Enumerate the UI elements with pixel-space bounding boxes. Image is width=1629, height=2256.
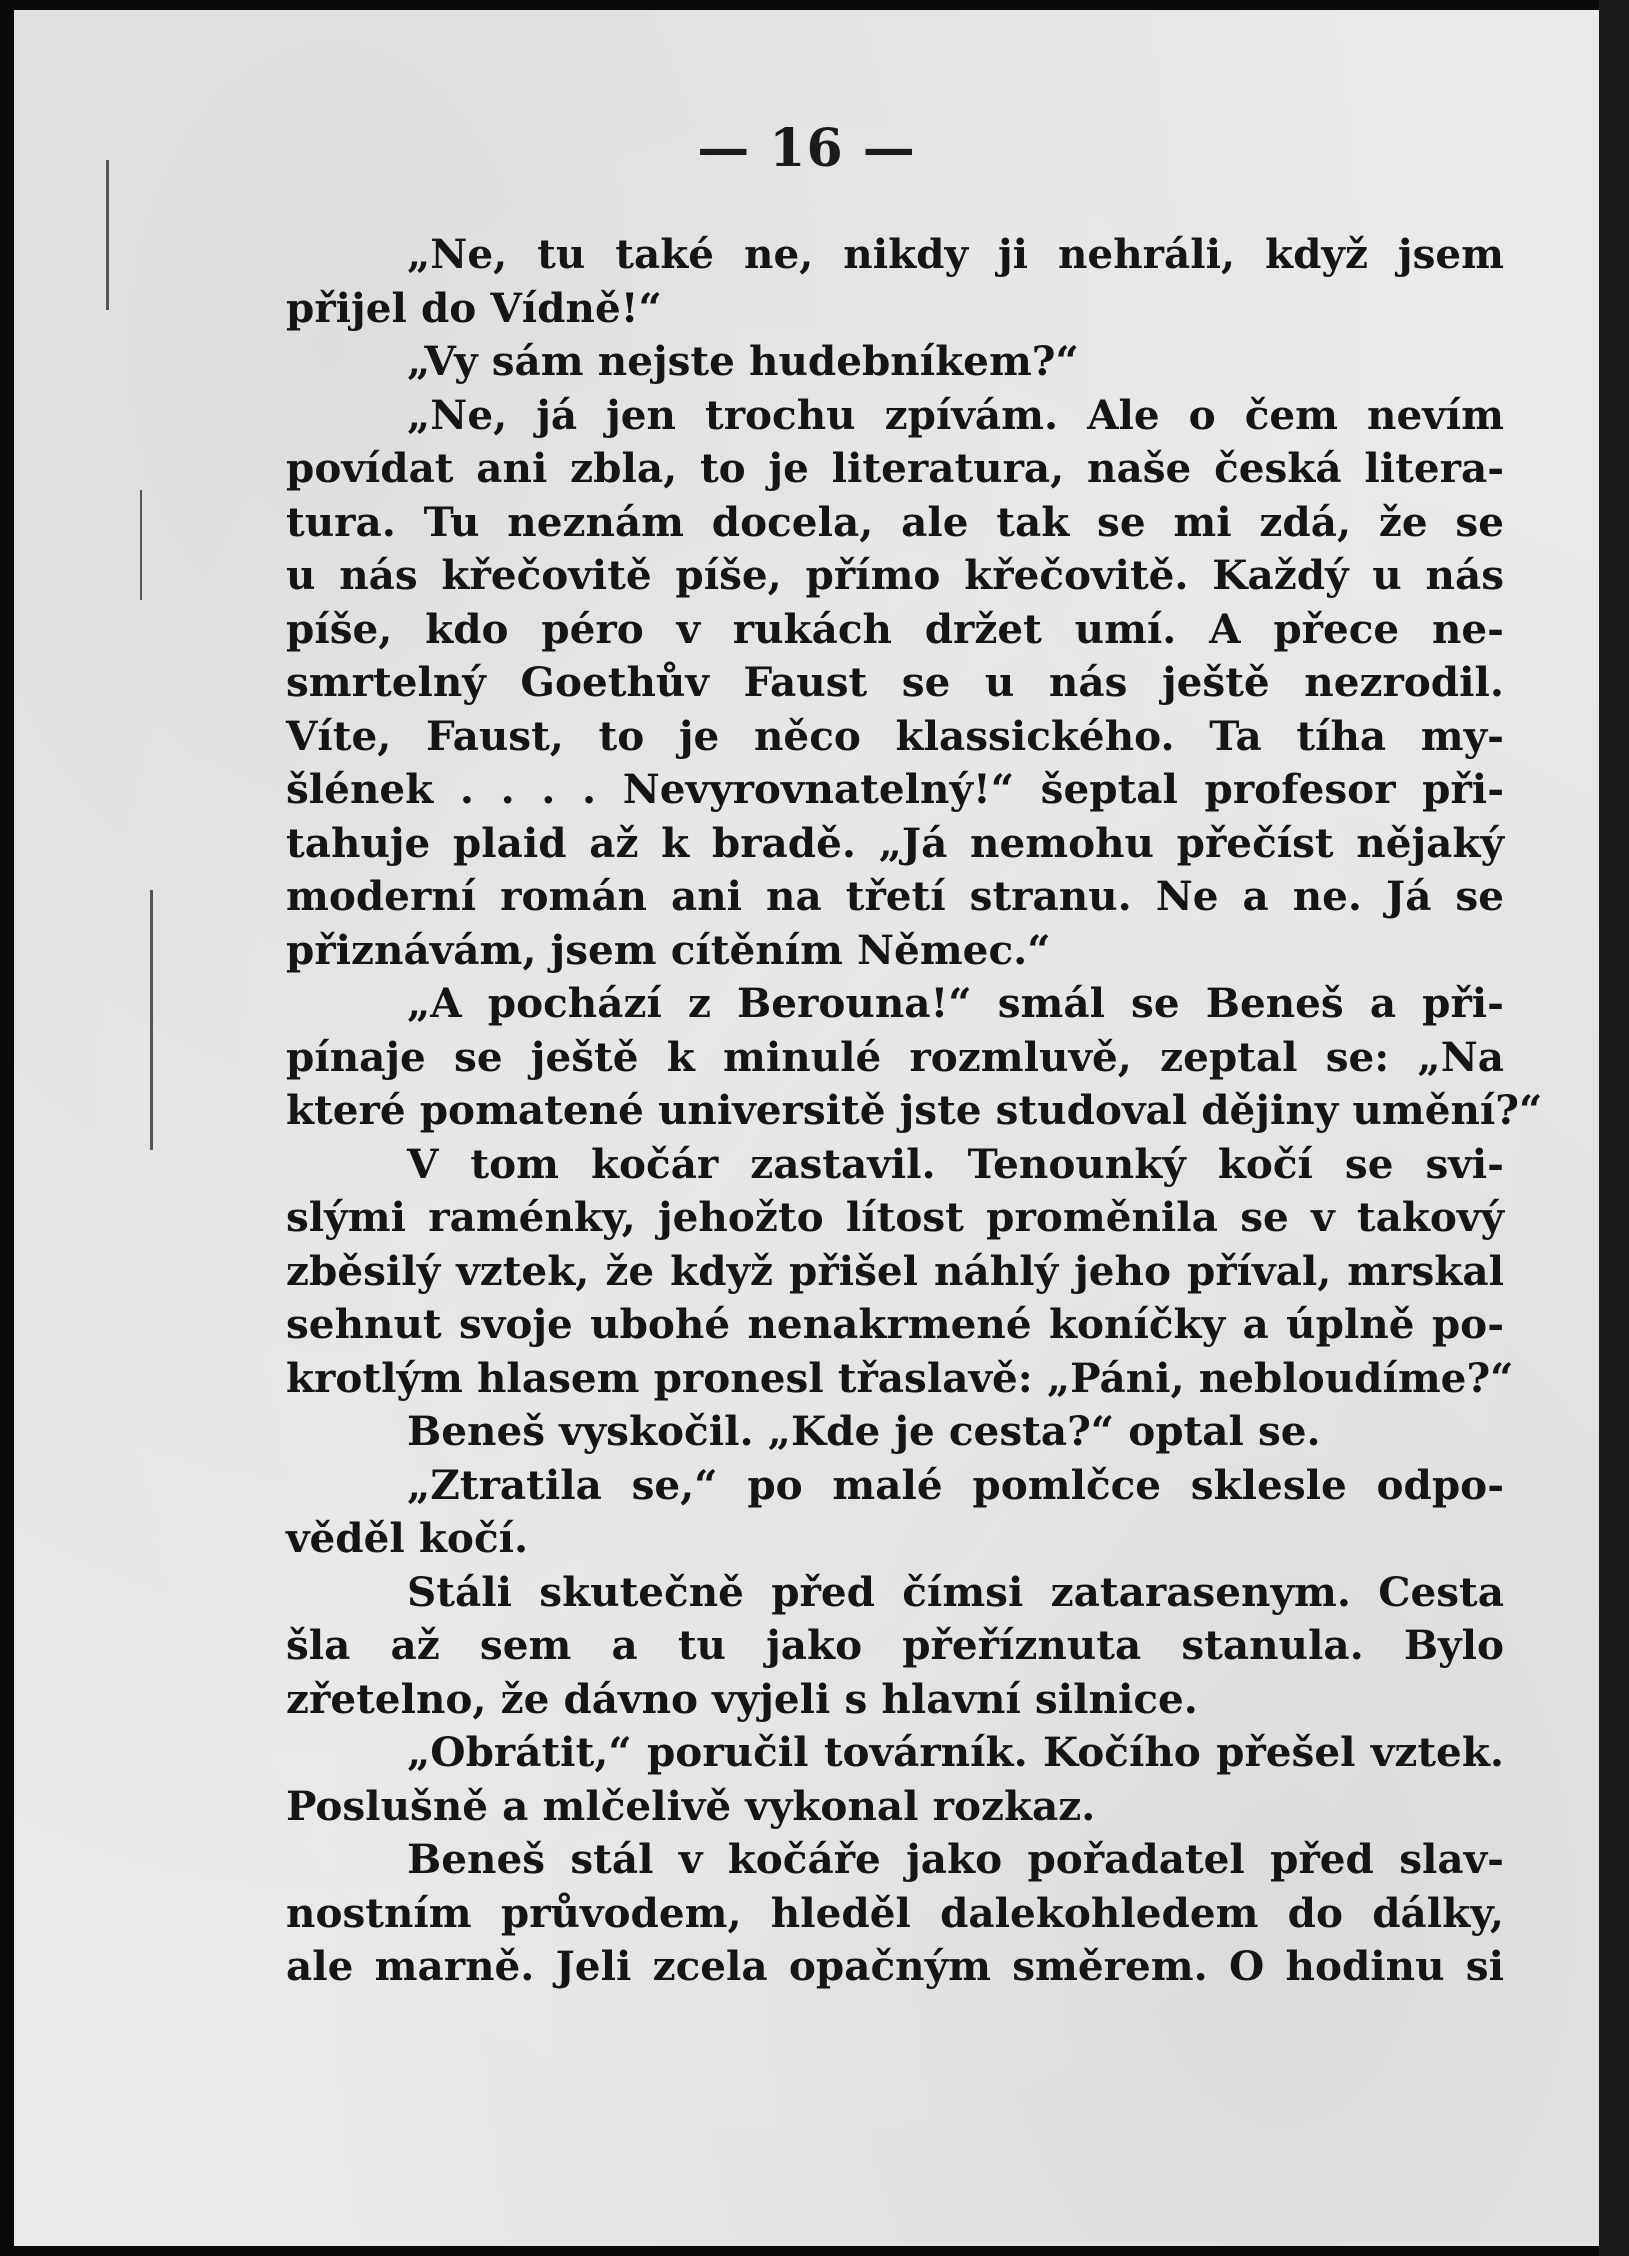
- text-line: Stáli skutečně před čímsi zatarasenym. Cesta: [407, 1567, 1504, 1616]
- text-line: tahuje plaid až k bradě. „Já nemohu přečíst nějaký: [286, 818, 1504, 867]
- margin-mark: [106, 160, 109, 310]
- text-line: „Obrátit,“ poručil továrník. Kočího přešel vztek.: [407, 1728, 1504, 1776]
- text-line: šlének . . . . Nevyrovnatelný!“ šeptal profesor při-: [286, 765, 1504, 813]
- body-text: [286, 228, 1543, 1994]
- text-line: přiznávám, jsem cítěním Němec.“: [286, 925, 1051, 974]
- text-line: věděl kočí.: [286, 1514, 529, 1562]
- text-line: u nás křečovitě píše, přímo křečovitě. Každý u nás: [286, 551, 1504, 599]
- text-line: Poslušně a mlčelivě vykonal rozkaz.: [286, 1781, 1096, 1830]
- text-line: tura. Tu neznám docela, ale tak se mi zdá, že se: [286, 497, 1504, 546]
- text-line: smrtelný Goethův Faust se u nás ještě nezrodil.: [286, 658, 1504, 706]
- text-line: „A pochází z Berouna!“ smál se Beneš a při-: [407, 979, 1504, 1027]
- text-line: krotlým hlasem pronesl třaslavě: „Páni, nebloudíme?“: [286, 1353, 1514, 1402]
- text-line: „Ztratila se,“ po malé pomlčce sklesle odpo-: [407, 1460, 1504, 1509]
- page-number: — 16 —: [697, 118, 916, 179]
- text-line: V tom kočár zastavil. Tenounký kočí se svi-: [407, 1139, 1504, 1188]
- text-line: „Ne, tu také ne, nikdy ji nehráli, když jsem: [407, 230, 1504, 278]
- text-line: Beneš stál v kočáře jako pořadatel před slav-: [407, 1835, 1504, 1883]
- text-line: nostním průvodem, hleděl dalekohledem do dálky,: [286, 1888, 1504, 1937]
- text-line: slými raménky, jehožto lítost proměnila se v takový: [286, 1193, 1504, 1241]
- text-line: ale marně. Jeli zcela opačným směrem. O hodinu si: [286, 1942, 1504, 1990]
- scan-edge: [1599, 0, 1629, 2256]
- text-line: „Vy sám nejste hudebníkem?“: [407, 337, 1079, 385]
- text-line: zběsilý vztek, že když přišel náhlý jeho příval, mrskal: [286, 1246, 1504, 1295]
- text-line: „Ne, já jen trochu zpívám. Ale o čem nevím: [407, 390, 1504, 439]
- text-line: povídat ani zbla, to je literatura, naše česká litera-: [286, 444, 1504, 492]
- text-line: přijel do Vídně!“: [286, 283, 662, 332]
- text-line: šla až sem a tu jako přeříznuta stanula. Bylo: [286, 1621, 1504, 1669]
- text-line: moderní román ani na třetí stranu. Ne a ne. Já se: [286, 872, 1504, 920]
- text-line: Beneš vyskočil. „Kde je cesta?“ optal se.: [407, 1407, 1321, 1455]
- text-line: Víte, Faust, to je něco klassického. Ta tíha my-: [286, 711, 1504, 760]
- text-line: sehnut svoje ubohé nenakrmené koníčky a úplně po-: [286, 1300, 1504, 1348]
- text-line: píše, kdo péro v rukách držet umí. A přece ne-: [286, 604, 1504, 653]
- margin-mark: [150, 890, 153, 1150]
- text-line: které pomatené universitě jste studoval dějiny umění?“: [286, 1086, 1543, 1134]
- text-line: zřetelno, že dávno vyjeli s hlavní silnice.: [286, 1674, 1198, 1723]
- text-line: pínaje se ještě k minulé rozmluvě, zeptal se: „Na: [286, 1032, 1504, 1081]
- book-page: [14, 10, 1599, 2246]
- margin-mark: [140, 490, 142, 600]
